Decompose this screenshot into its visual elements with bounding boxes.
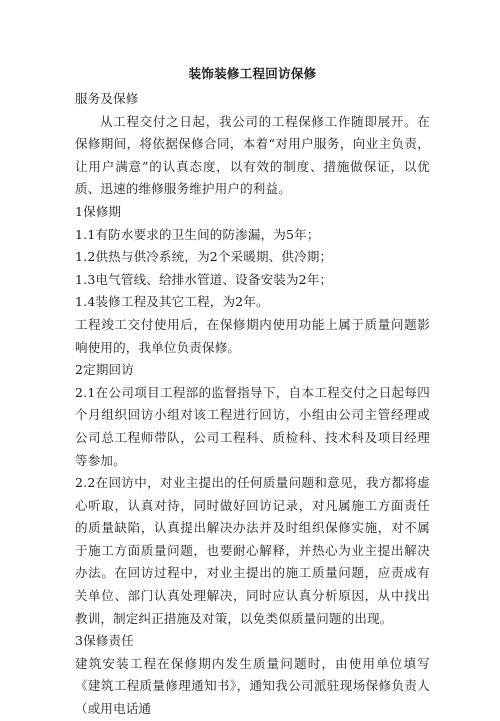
warranty-item-1-2: 1.2供热与供冷系统，为2个采暖期、供冷期； — [75, 249, 333, 265]
intro-paragraph: 从工程交付之日起，我公司的工程保修工作随即展开。在保修期间，将依据保修合同，本着“对用户服务，向业主负责，让用户满意”的认真态度，以有效的制度、措施做保证，以优质、迅速的维修服务维护用户的利益。 — [75, 113, 430, 197]
warranty-item-1-4: 1.4装修工程及其它工程，为2年。 — [75, 294, 269, 310]
section-heading-warranty-period: 1保修期 — [75, 203, 122, 219]
responsibility-paragraph: 建筑安装工程在保修期内发生质量问题时，由使用单位填写《建筑工程质量修理通知书》，通知我公司派驻现场保修负责人（或用电话通 — [75, 655, 430, 717]
section-heading-service: 服务及保修 — [75, 91, 139, 106]
visit-item-2-1: 2.1在公司项目工程部的监督指导下，自本工程交付之日起每四个月组织回访小组对该工程进行回访，小组由公司主管经理或公司总工程师带队，公司工程科、质检科、技术科及项目经理等参加。 — [75, 384, 430, 468]
section-heading-regular-visits: 2定期回访 — [75, 362, 134, 378]
warranty-item-1-1: 1.1有防水要求的卫生间的防渗漏，为5年； — [75, 226, 320, 242]
visit-item-2-2: 2.2在回访中，对业主提出的任何质量问题和意见，我方都将虚心听取，认真对待，同时做好回访记录，对凡属施工方面责任的质量缺陷，认真提出解决办法并及时组织保修实施，对不属于施工方面质量问题，也要耐心解释，并热心为业主提出解决办法。在回访过程中，对业主提出的施工质量问题，应责成有关单位、部门认真处理解决，同时应认真分析原因，从中找出教训，制定纠正措施及对策，以免类似质量问题的出现。 — [75, 475, 430, 626]
warranty-note-paragraph: 工程竣工交付使用后，在保修期内使用功能上属于质量问题影响使用的，我单位负责保修。 — [75, 316, 430, 355]
section-heading-warranty-responsibility: 3保修责任 — [75, 633, 134, 649]
document-page — [75, 66, 430, 721]
warranty-item-1-3: 1.3电气管线、给排水管道、设备安装为2年； — [75, 271, 333, 287]
document-title: 装饰装修工程回访保修 — [188, 66, 317, 81]
